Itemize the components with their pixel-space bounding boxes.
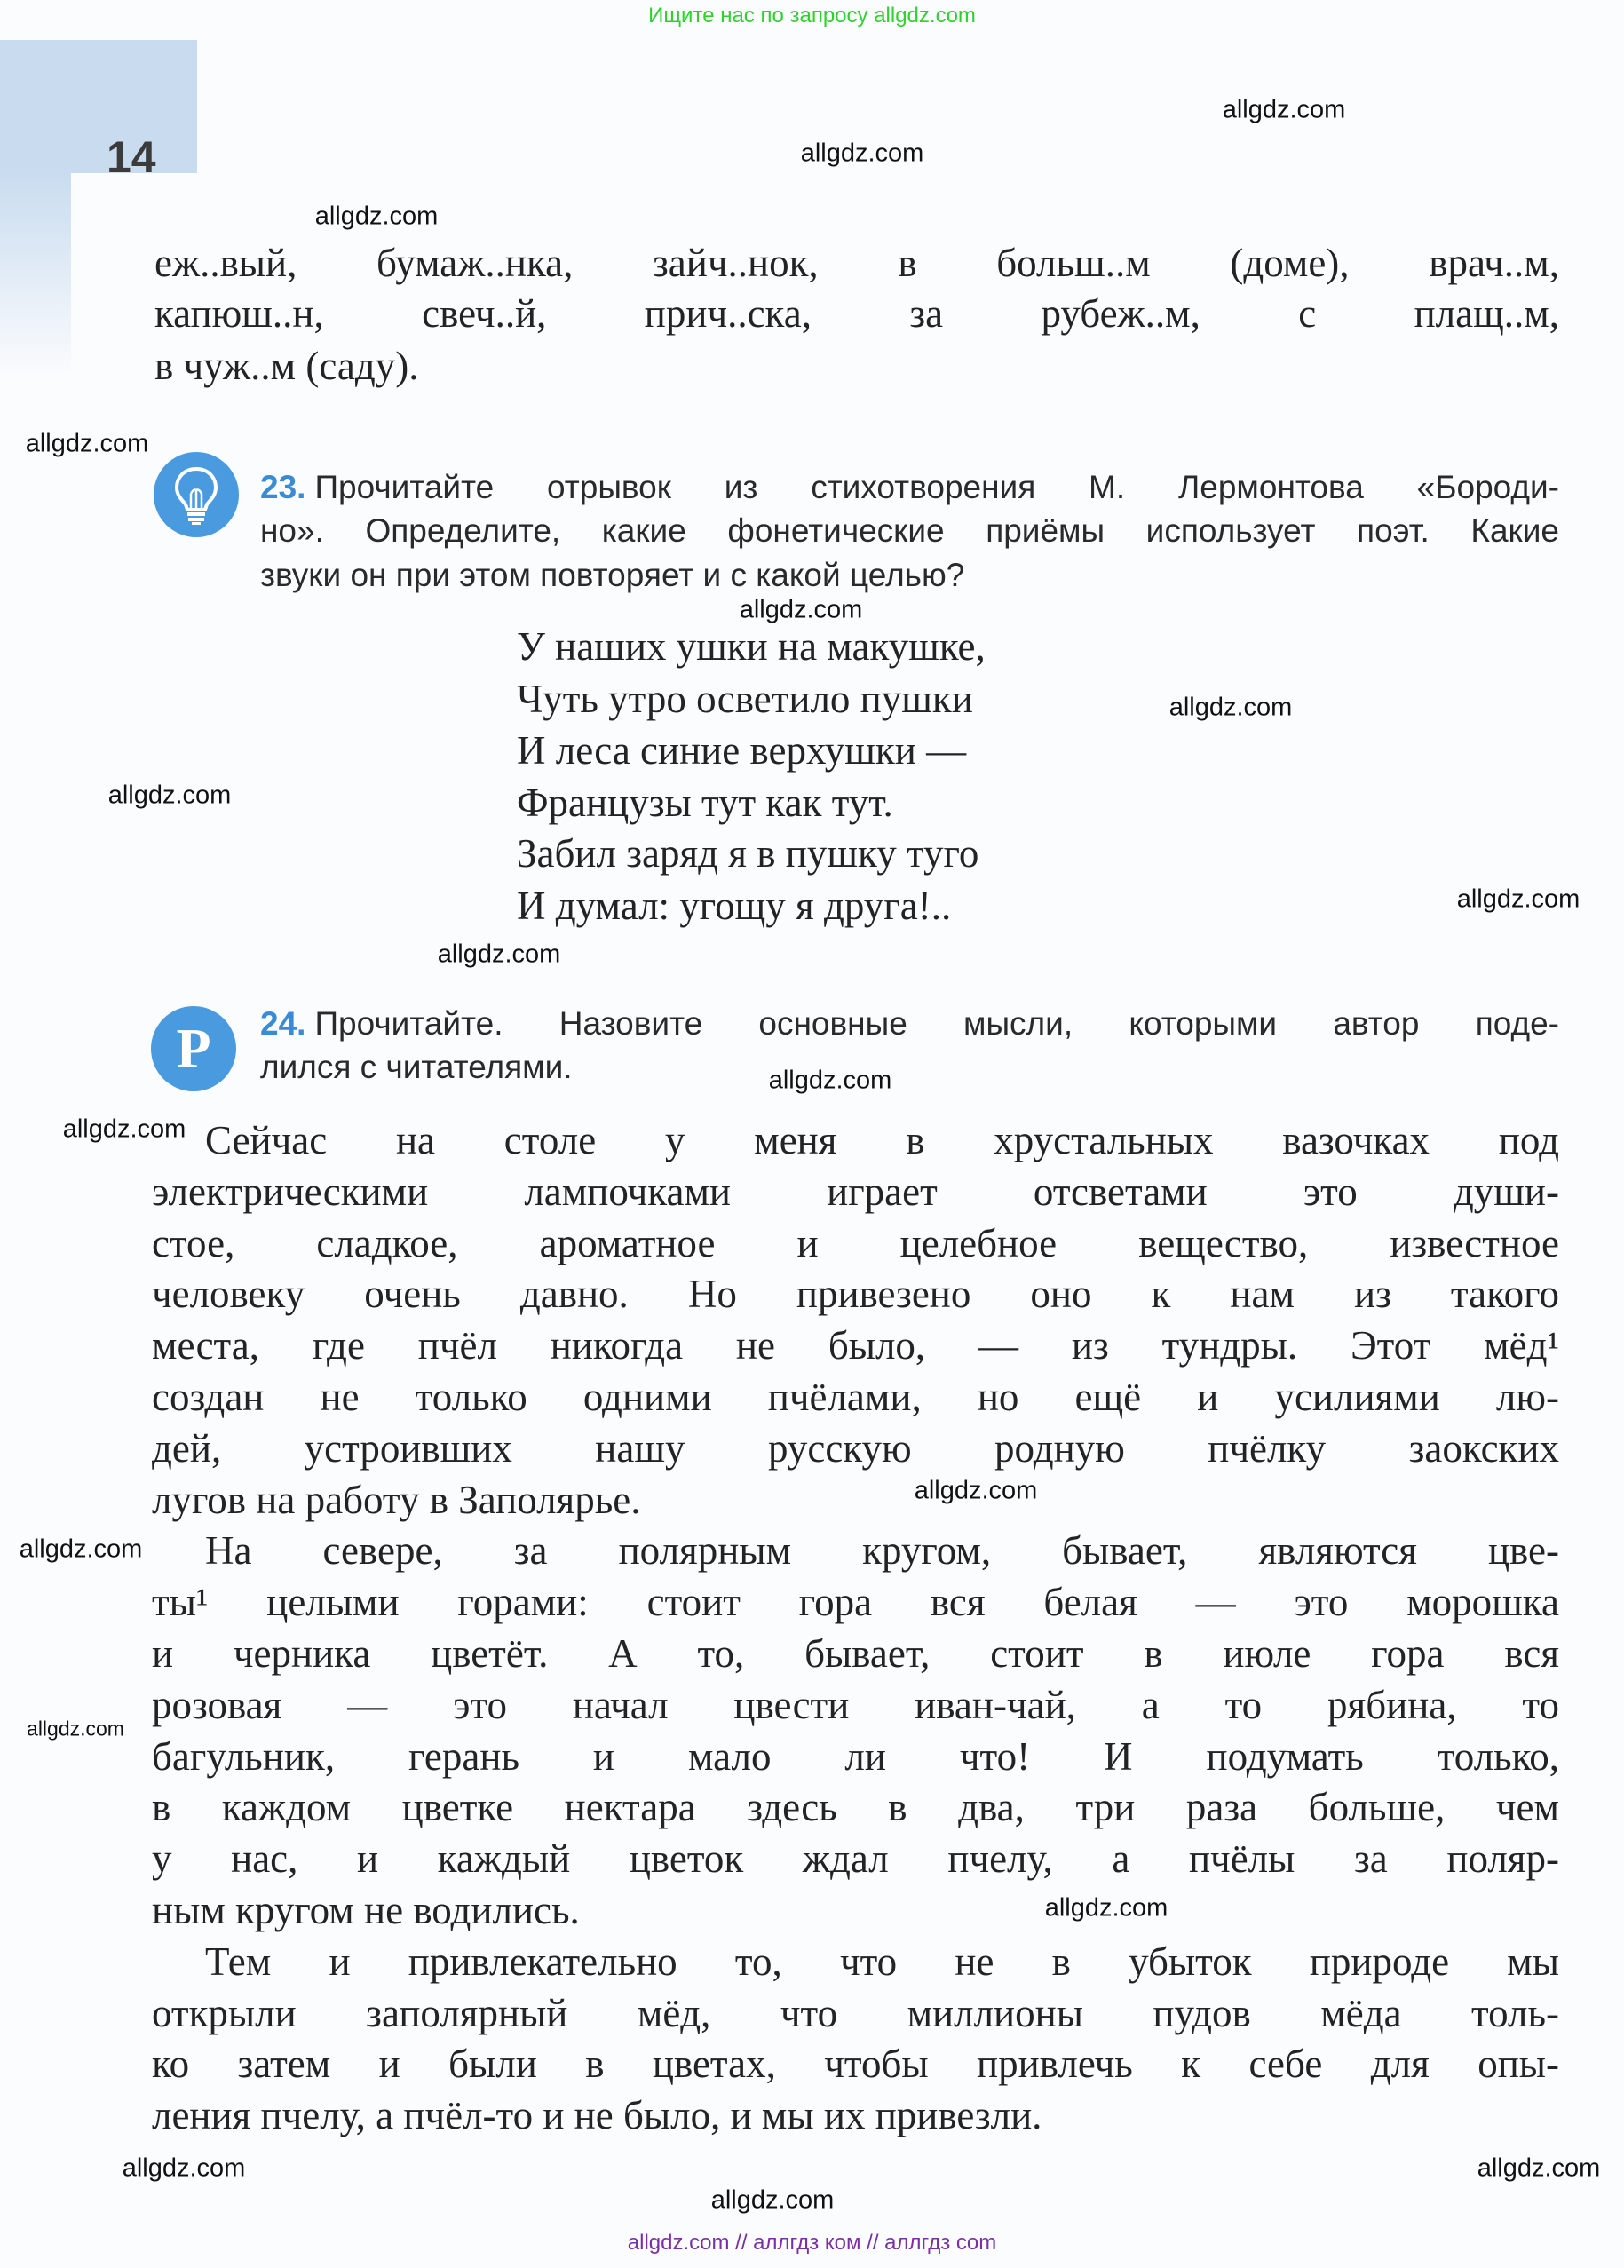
bottom-banner: allgdz.com // аллгдз ком // аллгдз com [627, 2231, 997, 2255]
watermark: allgdz.com [314, 202, 439, 231]
page-corner-strip [0, 173, 71, 377]
task-24-line [260, 1004, 1559, 1043]
text-line: у нас, и каждый цветок ждал пчелу, а пчёлы за поляр- [152, 1836, 1559, 1881]
text-line: открыли заполярный мёд, что миллионы пудов мёда толь- [152, 1991, 1559, 2035]
exercise-line: в чуж..м (саду). [154, 344, 419, 388]
search-banner: Ищите нас по запросу allgdz.com [648, 4, 976, 28]
task-23-line [260, 468, 1559, 507]
watermark: allgdz.com [1168, 693, 1293, 722]
text-line: багульник, герань и мало ли что! И подумать только, [152, 1734, 1559, 1779]
watermark: allgdz.com [914, 1476, 1038, 1505]
watermark: allgdz.com [800, 139, 924, 168]
poem-line: Забил заряд я в пушку туго [517, 831, 979, 876]
task-text: Прочитайте. Назовите основные мысли, которыми автор поде- [314, 1005, 1559, 1042]
watermark: allgdz.com [437, 940, 561, 969]
exercise-line: еж..вый, бумаж..нка, зайч..нок, в больш..м (доме), врач..м, [154, 241, 1559, 285]
text-line: Тем и привлекательно то, что не в убыток природе мы [205, 1939, 1559, 1984]
text-line: места, где пчёл никогда не было, — из тундры. Этот мёд¹ [152, 1323, 1559, 1368]
lightbulb-icon [154, 452, 239, 537]
text-line: На севере, за полярным кругом, бывает, являются цве- [205, 1528, 1559, 1573]
text-line: лугов на работу в Заполярье. [152, 1478, 641, 1522]
watermark: allgdz.com [107, 781, 232, 810]
text-line: стое, сладкое, ароматное и целебное вещество, известное [152, 1221, 1559, 1265]
text-line: ным кругом не водились. [152, 1888, 580, 1932]
task-23-line: но». Определите, какие фонетические приёмы использует поэт. Какие [260, 512, 1559, 549]
poem-line: У наших ушки на макушке, [517, 624, 986, 669]
watermark: allgdz.com [1222, 95, 1346, 124]
task-number: 24. [260, 1005, 306, 1042]
text-line: Сейчас на столе у меня в хрустальных вазочках под [205, 1118, 1559, 1162]
text-task-icon [151, 1006, 236, 1091]
watermark: allgdz.com [710, 2185, 835, 2215]
text-line: ко затем и были в цветах, чтобы привлечь к себе для опы- [152, 2042, 1559, 2086]
task-23-line: звуки он при этом повторяет и с какой целью? [260, 557, 965, 593]
exercise-line: капюш..н, свеч..й, прич..ска, за рубеж..м, с плащ..м, [154, 291, 1559, 336]
task-24-line: лился с читателями. [260, 1049, 573, 1085]
text-line: электрическими лампочками играет отсветами это души- [152, 1170, 1559, 1214]
watermark: allgdz.com [27, 1717, 124, 1741]
text-line: и черника цветёт. А то, бывает, стоит в июле гора вся [152, 1631, 1559, 1676]
watermark: allgdz.com [25, 429, 149, 458]
text-line: в каждом цветке нектара здесь в два, три раза больше, чем [152, 1785, 1559, 1829]
poem-line: Чуть утро осветило пушки [517, 677, 973, 721]
watermark: allgdz.com [1456, 884, 1580, 914]
text-line: ты¹ целыми горами: стоит гора вся белая — это морошка [152, 1580, 1559, 1624]
watermark: allgdz.com [1044, 1893, 1168, 1923]
task-letter: Р [176, 1017, 211, 1080]
poem-line: Французы тут как тут. [517, 781, 893, 825]
text-line: человеку очень давно. Но привезено оно к нам из такого [152, 1272, 1559, 1316]
watermark: allgdz.com [739, 595, 863, 624]
watermark: allgdz.com [122, 2153, 246, 2183]
text-line: розовая — это начал цвести иван-чай, а то рябина, то [152, 1683, 1559, 1727]
watermark: allgdz.com [19, 1534, 143, 1564]
task-number: 23. [260, 469, 306, 505]
watermark: allgdz.com [62, 1114, 186, 1144]
text-line: дей, устроивших нашу русскую родную пчёлку заокских [152, 1426, 1559, 1471]
watermark: allgdz.com [1477, 2153, 1601, 2183]
watermark: allgdz.com [768, 1066, 892, 1095]
text-line: создан не только одними пчёлами, но ещё и усилиями лю- [152, 1375, 1559, 1419]
text-line: ления пчелу, а пчёл-то и не было, и мы их привезли. [152, 2093, 1042, 2137]
poem-line: И думал: угощу я друга!.. [517, 884, 952, 928]
page-corner-decoration [0, 40, 197, 173]
task-text: Прочитайте отрывок из стихотворения М. Лермонтова «Бороди- [314, 469, 1559, 505]
page-number: 14 [107, 132, 156, 182]
poem-line: И леса синие верхушки — [517, 728, 967, 773]
